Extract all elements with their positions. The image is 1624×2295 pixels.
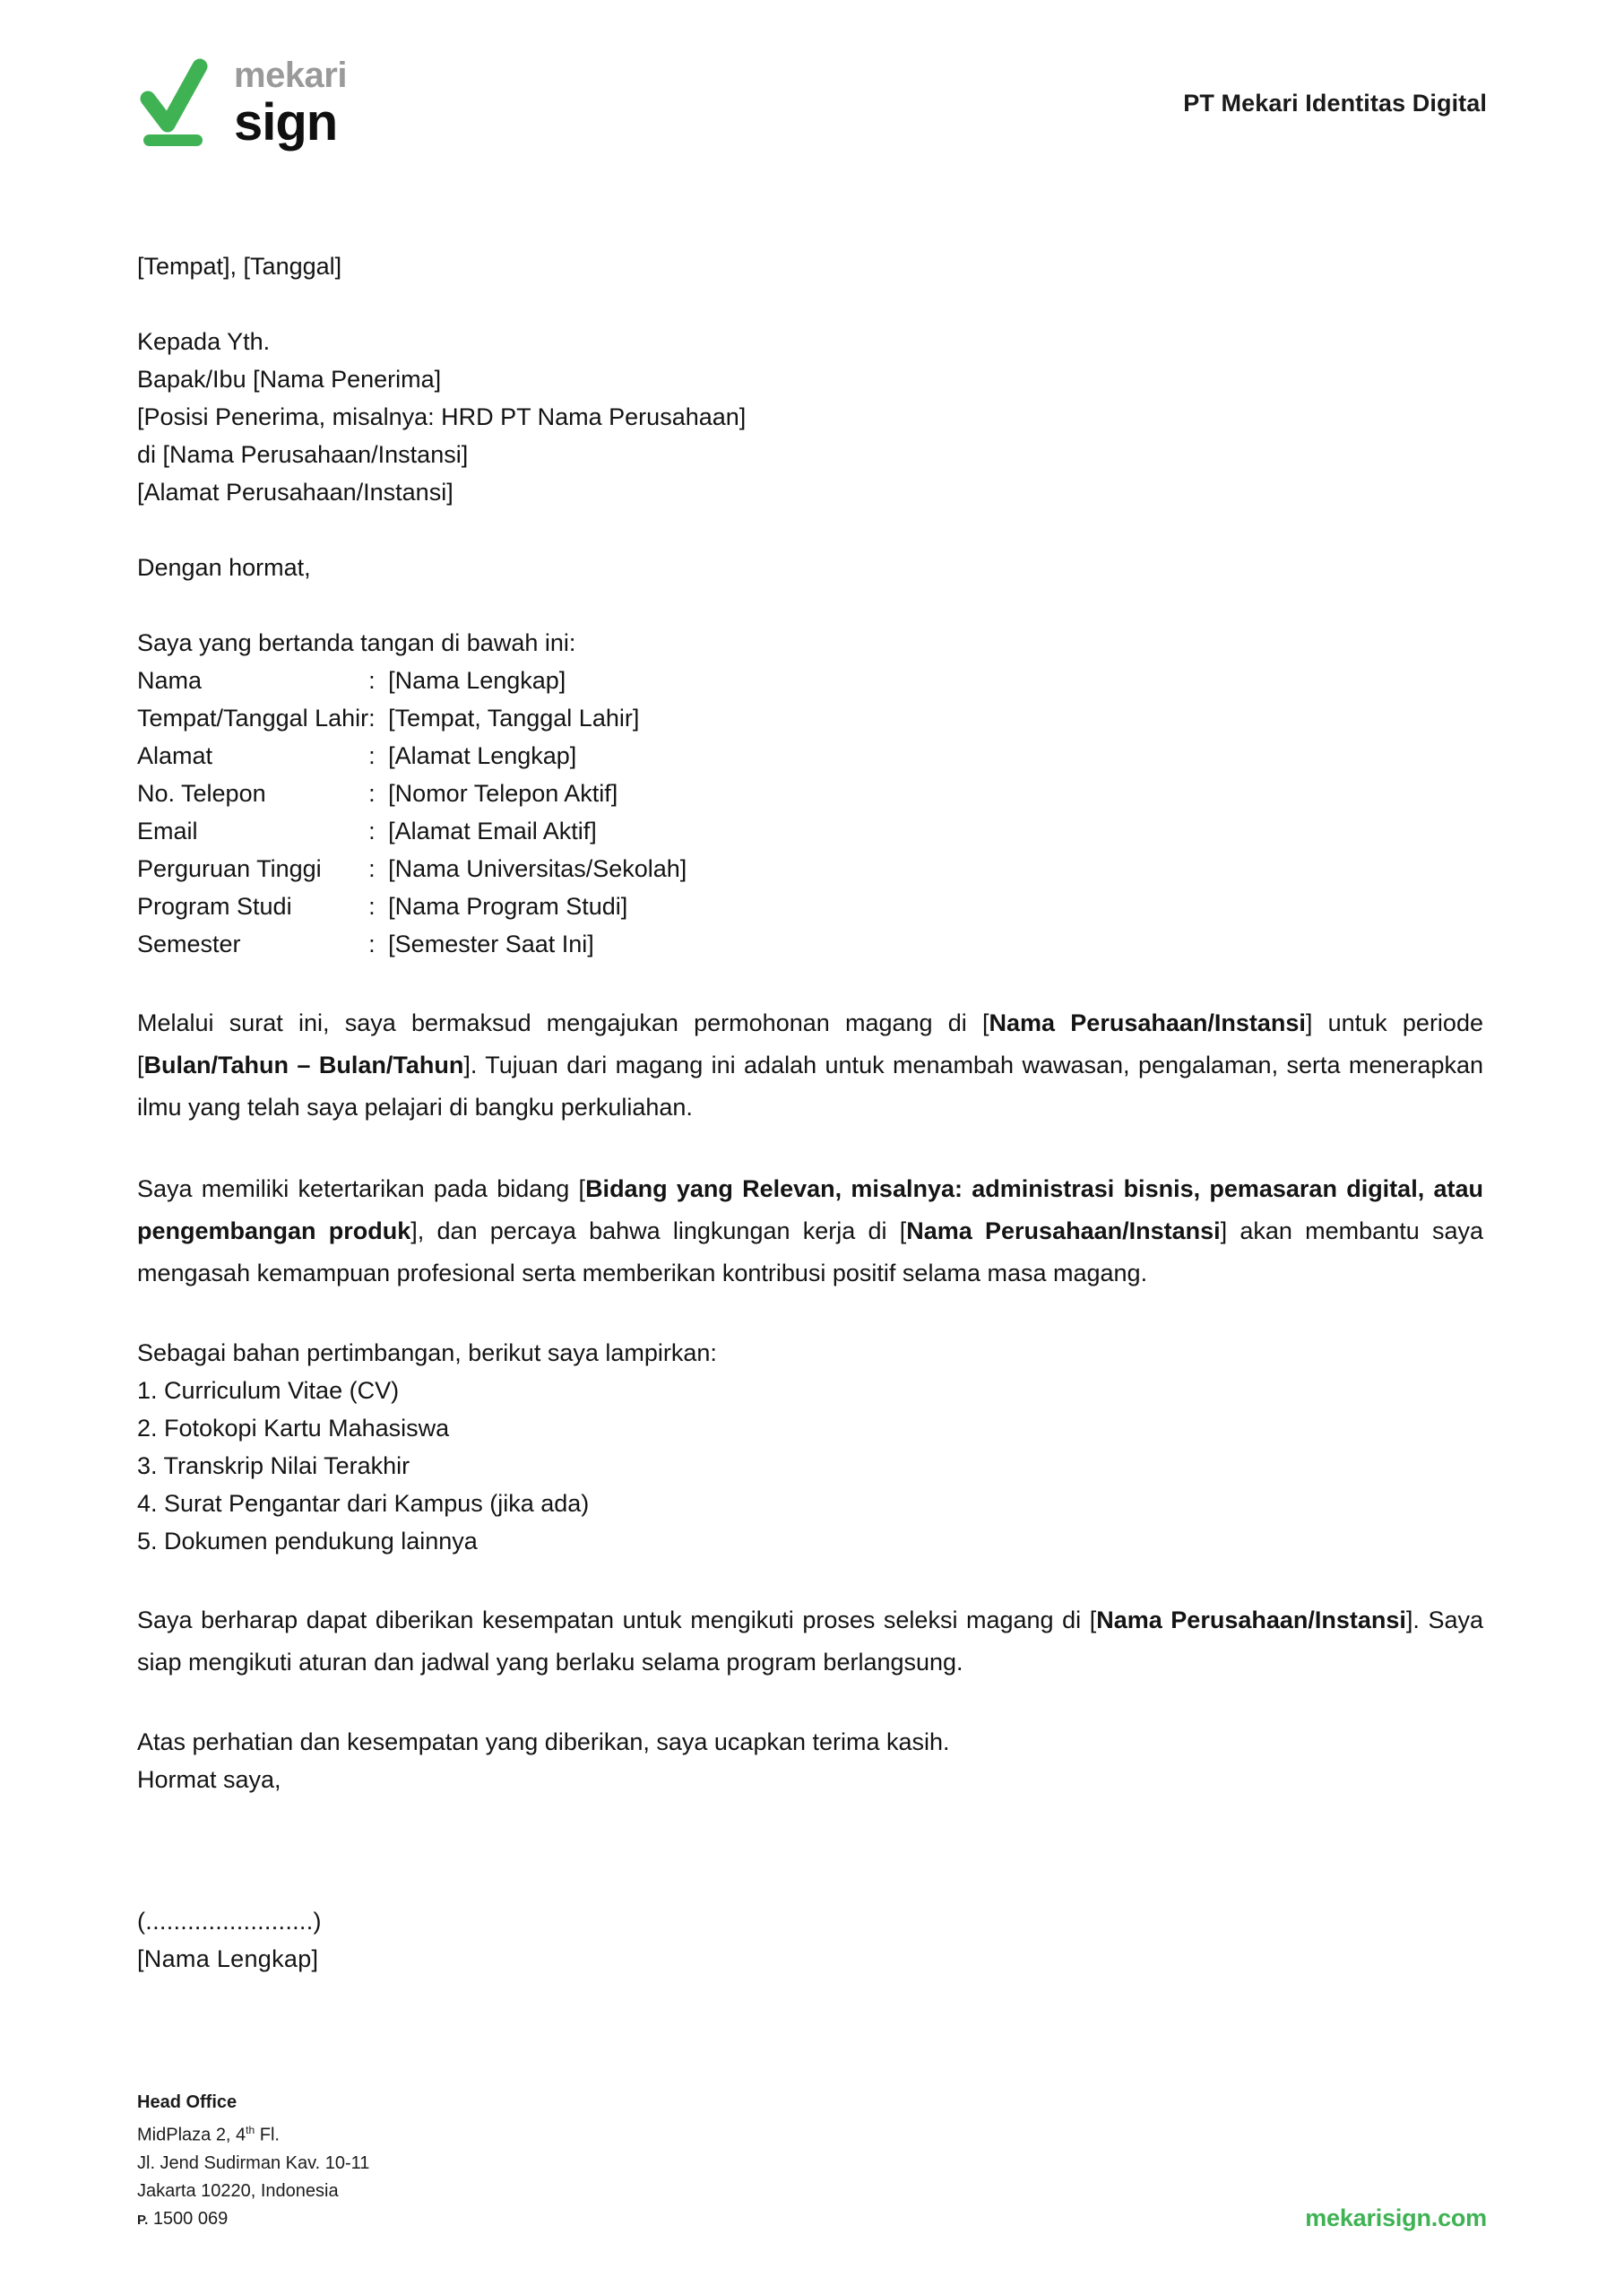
- signature-name: [Nama Lengkap]: [137, 1945, 319, 1972]
- p1-bold-period: Bulan/Tahun – Bulan/Tahun: [143, 1052, 464, 1078]
- identity-label: Program Studi: [137, 893, 292, 920]
- identity-separator: :: [368, 667, 376, 694]
- table-row: [137, 662, 1483, 699]
- spacer: [137, 1560, 1483, 1599]
- identity-value: [Alamat Lengkap]: [388, 742, 577, 769]
- footer-address-line-3: Jakarta 10220, Indonesia: [137, 2181, 339, 2201]
- identity-separator: :: [368, 931, 376, 957]
- greeting-line: Dengan hormat,: [137, 554, 311, 581]
- identity-value: [Nama Universitas/Sekolah]: [388, 855, 687, 882]
- paragraph-purpose: [137, 1002, 1483, 1129]
- p3-text-a: Saya berharap dapat diberikan kesempatan untuk mengikuti proses seleksi magang di [: [137, 1606, 1097, 1633]
- p2-bold-field: Bidang yang Relevan, misalnya: administrasi bisnis, pemasaran digital, atau pengembangan produk: [137, 1175, 1483, 1244]
- letter-body: [137, 247, 1483, 1978]
- recipient-address: [Alamat Perusahaan/Instansi]: [137, 479, 454, 506]
- spacer: [137, 511, 1483, 549]
- identity-separator: :: [368, 818, 376, 844]
- identity-value: [Semester Saat Ini]: [388, 931, 594, 957]
- table-row: [137, 888, 1483, 925]
- identity-label: No. Telepon: [137, 780, 266, 807]
- identity-label: Semester: [137, 931, 241, 957]
- closing-regards: Hormat saya,: [137, 1766, 281, 1793]
- paragraph-interest: [137, 1168, 1483, 1295]
- identity-separator: :: [368, 893, 376, 920]
- identity-value: [Alamat Email Aktif]: [388, 818, 597, 844]
- identity-separator: :: [368, 705, 376, 732]
- p2-text-a: Saya memiliki ketertarikan pada bidang [: [137, 1175, 586, 1202]
- table-row: [137, 775, 1483, 812]
- recipient-salutation: Kepada Yth.: [137, 328, 271, 355]
- spacer: [137, 1129, 1483, 1168]
- footer-addr1-pre: MidPlaza 2, 4: [137, 2126, 246, 2145]
- signature-dots: (........................): [137, 1908, 322, 1935]
- p1-text-c: ] untuk periode [: [137, 1009, 1483, 1078]
- table-row: [137, 925, 1483, 963]
- p3-bold-company: Nama Perusahaan/Instansi: [1096, 1606, 1406, 1633]
- recipient-position: [Posisi Penerima, misalnya: HRD PT Nama Perusahaan]: [137, 403, 747, 430]
- footer-phone-number: 1500 069: [152, 2209, 229, 2229]
- identity-label: Perguruan Tinggi: [137, 855, 322, 882]
- footer-phone-prefix: P.: [137, 2213, 149, 2228]
- spacer: [137, 1295, 1483, 1334]
- p2-text-e: ] akan membantu saya mengasah kemampuan profesional serta memberikan kontribusi positif selama masa magang.: [137, 1217, 1483, 1286]
- identity-label: Email: [137, 818, 198, 844]
- mekari-sign-logo: [137, 56, 347, 150]
- p1-bold-company: Nama Perusahaan/Instansi: [989, 1009, 1306, 1036]
- identity-separator: :: [368, 855, 376, 882]
- recipient-block: [137, 323, 1483, 511]
- table-row: [137, 699, 1483, 737]
- identity-separator: :: [368, 742, 376, 769]
- p2-bold-company: Nama Perusahaan/Instansi: [906, 1217, 1221, 1244]
- identity-label: Nama: [137, 667, 203, 694]
- green-check-icon: [137, 56, 214, 150]
- table-row: [137, 812, 1483, 850]
- paragraph-hope: [137, 1599, 1483, 1684]
- signature-space: [137, 1798, 1483, 1902]
- place-date-line: [Tempat], [Tanggal]: [137, 253, 342, 280]
- header-company-name: PT Mekari Identitas Digital: [1183, 89, 1487, 117]
- footer-address-line-1: [137, 2117, 369, 2150]
- identity-value: [Nama Lengkap]: [388, 667, 566, 694]
- table-row: [137, 850, 1483, 888]
- spacer: [137, 586, 1483, 624]
- recipient-name: Bapak/Ibu [Nama Penerima]: [137, 366, 442, 393]
- identity-value: [Nama Program Studi]: [388, 893, 628, 920]
- attachments-intro: Sebagai bahan pertimbangan, berikut saya lampirkan:: [137, 1339, 717, 1366]
- identity-value: [Nomor Telepon Aktif]: [388, 780, 618, 807]
- table-row: [137, 737, 1483, 775]
- p1-text-e: ]. Tujuan dari magang ini adalah untuk menambah wawasan, pengalaman, serta menerapkan ilmu yang telah saya pelajari di bangku perkuliahan.: [137, 1052, 1483, 1121]
- footer-addr1-post: Fl.: [255, 2126, 280, 2145]
- spacer: [137, 963, 1483, 1002]
- identity-label: Alamat: [137, 742, 213, 769]
- list-item: 4. Surat Pengantar dari Kampus (jika ada): [137, 1490, 590, 1517]
- identity-intro: Saya yang bertanda tangan di bawah ini:: [137, 629, 576, 656]
- list-item: 2. Fotokopi Kartu Mahasiswa: [137, 1415, 450, 1442]
- list-item: 1. Curriculum Vitae (CV): [137, 1377, 400, 1404]
- footer-addr1-ordinal: th: [246, 2124, 255, 2137]
- footer-address-line-2: Jl. Jend Sudirman Kav. 10-11: [137, 2153, 370, 2173]
- list-item: 5. Dokumen pendukung lainnya: [137, 1528, 478, 1555]
- spacer: [137, 285, 1483, 323]
- attachments-block: [137, 1334, 1483, 1560]
- footer-phone-line: [137, 2205, 369, 2234]
- recipient-company: di [Nama Perusahaan/Instansi]: [137, 441, 469, 468]
- identity-separator: :: [368, 780, 376, 807]
- footer-website-link[interactable]: mekarisign.com: [1305, 2204, 1487, 2231]
- logo-word-sign: sign: [234, 93, 338, 152]
- logo-wordmark: [234, 56, 347, 152]
- identity-label: Tempat/Tanggal Lahir: [137, 705, 369, 732]
- footer-address-block: [137, 2089, 369, 2234]
- identity-table: [137, 662, 1483, 963]
- p3-text-c: ]. Saya siap mengikuti aturan dan jadwal yang berlaku selama program berlangsung.: [137, 1606, 1484, 1676]
- document-footer: [137, 2089, 1487, 2234]
- closing-thanks: Atas perhatian dan kesempatan yang diberikan, saya ucapkan terima kasih.: [137, 1728, 950, 1755]
- p1-text-a: Melalui surat ini, saya bermaksud mengajukan permohonan magang di [: [137, 1009, 989, 1036]
- footer-head-office-label: Head Office: [137, 2092, 238, 2113]
- logo-word-mekari: mekari: [234, 56, 347, 95]
- document-header: [0, 0, 1624, 206]
- p2-text-c: ], dan percaya bahwa lingkungan kerja di [: [410, 1217, 907, 1244]
- list-item: 3. Transkrip Nilai Terakhir: [137, 1452, 410, 1479]
- identity-value: [Tempat, Tanggal Lahir]: [388, 705, 640, 732]
- spacer: [137, 1684, 1483, 1723]
